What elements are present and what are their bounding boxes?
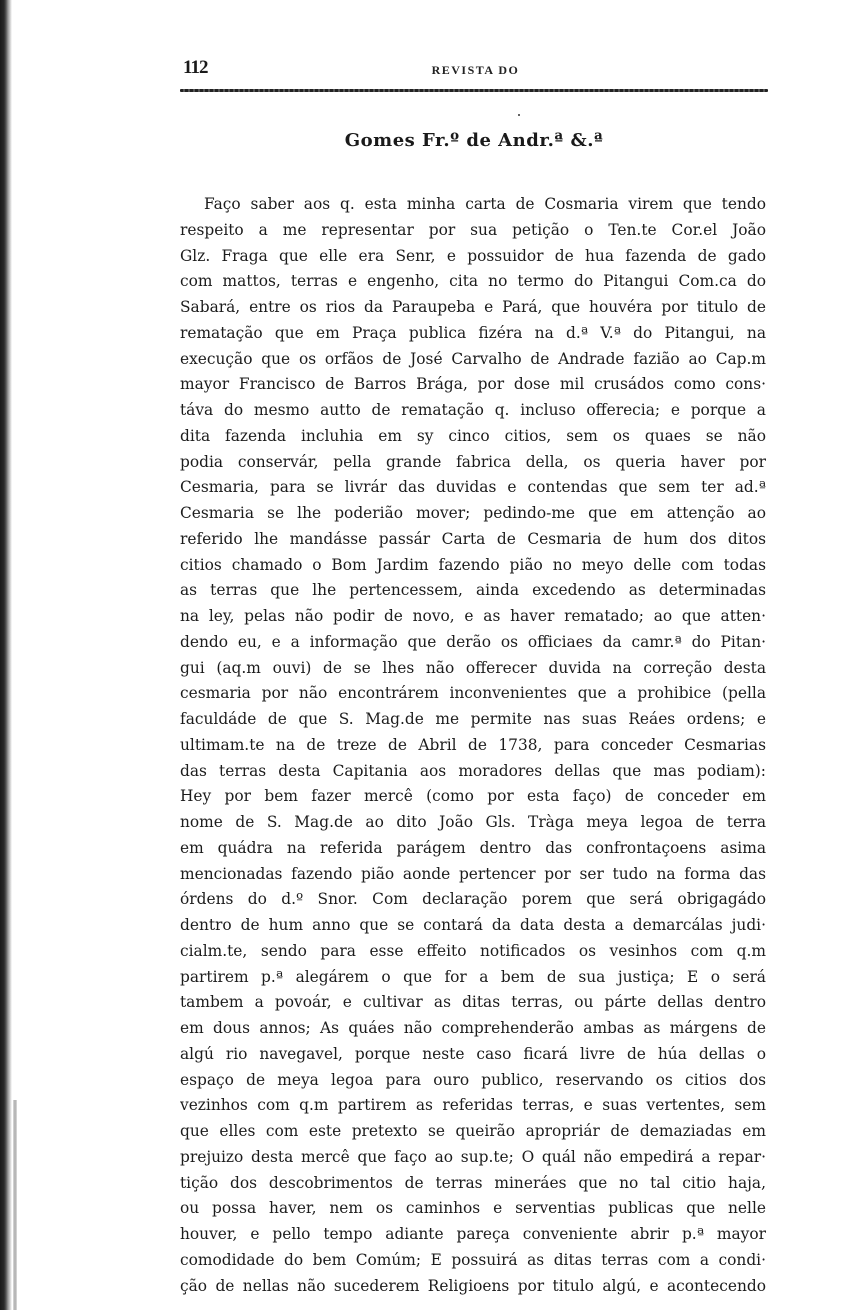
book-binding-edge xyxy=(0,0,12,1310)
text-line: referido lhe mandásse passár Carta de Cesmaria de hum dos ditos xyxy=(180,529,766,548)
text-line: rematação que em Praça publica fizéra na d.ª V.ª do Pitangui, na xyxy=(180,323,766,342)
document-title: Gomes Fr.º de Andr.ª &.ª xyxy=(344,130,604,151)
text-line: cialm.te, sendo para esse effeito notificados os vesinhos com q.m xyxy=(180,941,766,960)
text-line: com mattos, terras e engenho, cita no termo do Pitangui Com.ca do xyxy=(180,272,766,291)
text-line: órdens do d.º Snor. Com declaração porem que será obrigagádo xyxy=(180,890,766,909)
text-line: faculdáde de que S. Mag.de me permite nas suas Reáes ordens; e xyxy=(180,710,766,728)
text-line: execução que os orfãos de José Carvalho de Andrade fazião ao Cap.m xyxy=(180,349,766,368)
running-head: REVISTA DO xyxy=(431,63,520,77)
text-line: em dous annos; As quáes não comprehenderão ambas as márgens de xyxy=(180,1019,766,1037)
text-line: dentro de hum anno que se contará da data desta a demarcálas judi· xyxy=(180,916,766,934)
text-line: vezinhos com q.m partirem as referidas terras, e suas vertentes, sem xyxy=(180,1096,766,1115)
text-line: na ley, pelas não podir de novo, e as haver rematado; ao que atten· xyxy=(180,607,766,625)
text-line: ção de nellas não sucederem Religioens por titulo algú, e acontecendo xyxy=(180,1276,766,1295)
text-line: dendo eu, e a informação que derão os officiaes da camr.ª do Pitan· xyxy=(180,632,766,651)
text-line: em quádra na referida parágem dentro das confrontaçoens asima xyxy=(180,838,766,857)
text-line: gui (aq.m ouvi) de se lhes não offerecer duvida na correção desta xyxy=(180,658,766,677)
header-rule xyxy=(180,89,768,92)
text-line: comodidade do bem Comúm; E possuirá as ditas terras com a condi· xyxy=(180,1250,766,1269)
text-line: Cesmaria, para se livrár das duvidas e contendas que sem ter ad.ª xyxy=(180,478,766,497)
text-line: Glz. Fraga que elle era Senr, e possuidor de hua fazenda de gado xyxy=(180,246,766,265)
body-text xyxy=(180,192,766,1299)
text-line: mencionadas fazendo pião aonde pertencer por ser tudo na forma das xyxy=(180,864,766,883)
text-line: tambem a povoár, e cultivar as ditas terras, ou párte dellas dentro xyxy=(180,993,766,1012)
text-line: ultimam.te na de treze de Abril de 1738, para conceder Cesmarias xyxy=(180,735,766,754)
text-line: podia conservár, pella grande fabrica della, os queria haver por xyxy=(180,452,766,471)
binding-shadow xyxy=(13,1100,17,1310)
page-number: 112 xyxy=(183,57,208,78)
page-header xyxy=(183,57,768,87)
text-line: dita fazenda incluhia em sy cinco citios, sem os quaes se não xyxy=(180,426,766,445)
text-line: nome de S. Mag.de ao dito João Gls. Tràga meya legoa de terra xyxy=(180,813,766,831)
text-line: que elles com este pretexto se queirão apropriár de demaziadas em xyxy=(180,1122,766,1140)
text-line: espaço de meya legoa para ouro publico, reservando os citios dos xyxy=(180,1070,766,1089)
text-line: Sabará, entre os rios da Paraupeba e Pará, que houvéra por titulo de xyxy=(180,298,766,316)
text-line: Hey por bem fazer mercê (como por esta faço) de conceder em xyxy=(180,787,766,806)
text-line: prejuizo desta mercê que faço ao sup.te; O quál não empedirá a repar· xyxy=(180,1147,766,1166)
text-line: táva do mesmo autto de rematação q. incluso offerecia; e porque a xyxy=(180,401,766,419)
text-line: tição dos descobrimentos de terras mineráes que no tal citio haja, xyxy=(180,1173,766,1192)
text-line: Faço saber aos q. esta minha carta de Cosmaria virem que tendo xyxy=(204,195,766,213)
text-line: houver, e pello tempo adiante pareça conveniente abrir p.ª mayor xyxy=(180,1225,766,1243)
text-line: algú rio navegavel, porque neste caso ficará livre de húa dellas o xyxy=(180,1044,766,1063)
text-line: mayor Francisco de Barros Brága, por dose mil crusádos como cons· xyxy=(180,375,766,394)
text-line: partirem p.ª alegárem o que for a bem de sua justiça; E o será xyxy=(180,967,766,986)
text-line: ou possa haver, nem os caminhos e serventias publicas que nelle xyxy=(180,1199,766,1218)
text-line: citios chamado o Bom Jardim fazendo pião no meyo delle com todas xyxy=(180,555,766,574)
text-line: as terras que lhe pertencessem, ainda excedendo as determinadas xyxy=(180,581,766,600)
text-line: Cesmaria se lhe poderião mover; pedindo-me que em attenção ao xyxy=(180,504,766,522)
text-line: respeito a me representar por sua petição o Ten.te Cor.el João xyxy=(180,220,766,239)
print-speck xyxy=(518,114,520,116)
text-line: cesmaria por não encontrárem inconvenientes que a prohibice (pella xyxy=(180,684,766,703)
text-line: das terras desta Capitania aos moradores dellas que mas podiam): xyxy=(180,761,766,780)
